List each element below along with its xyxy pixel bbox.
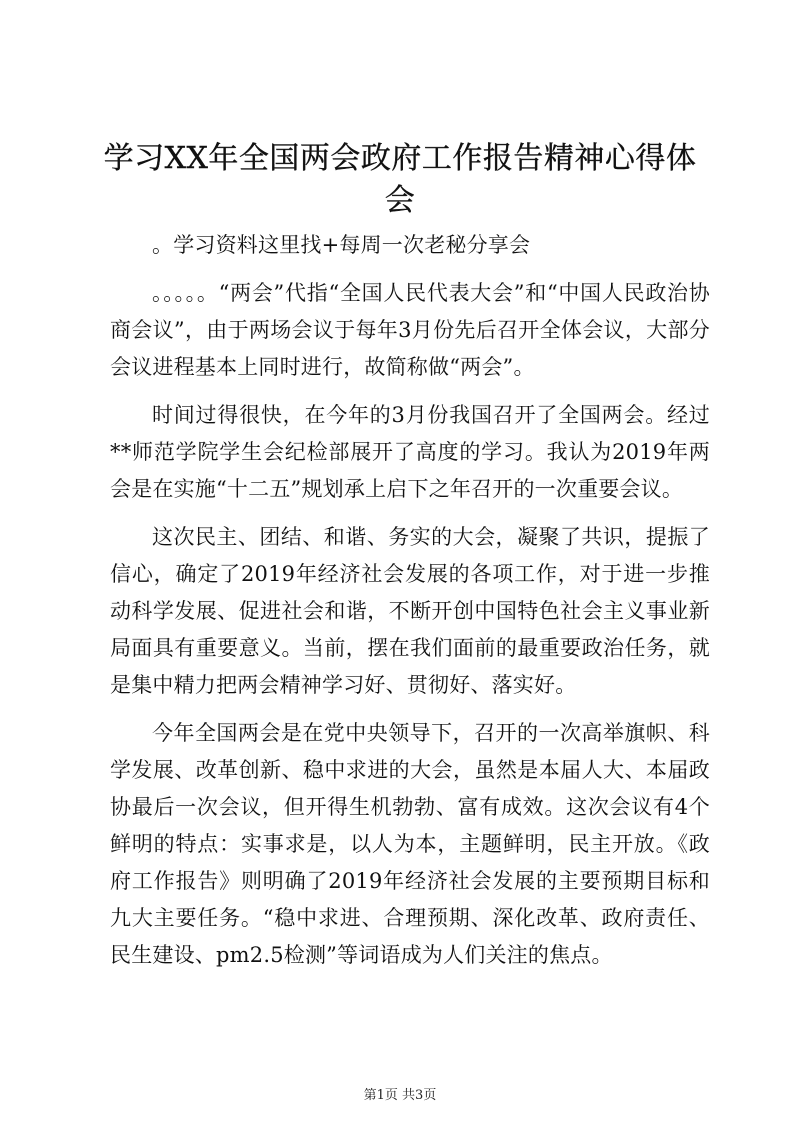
paragraph-features: 今年全国两会是在党中央领导下，召开的一次高举旗帜、科学发展、改革创新、稳中求进的大会，虽然是本届人大、本届政协最后一次会议，但开得生机勃勃、富有成效。这次会议有4个鲜明的特点：实事求是，以人为本，主题鲜明，民主开放。《政府工作报告》则明确了2019年经济社会发展的主要预期目标和九大主要任务。“稳中求进、合理预期、深化改革、政府责任、民生建设、pm2.5检测”等词语成为人们关注的焦点。 [110,721,710,967]
paragraph-intro: 。学习资料这里找+每周一次老秘分享会 [152,233,531,257]
paragraph-two-sessions-definition: 。。。。。“两会”代指“全国人民代表大会”和“中国人民政治协商会议”，由于两场会议于每年3月份先后召开全体会议，大部分会议进程基本上同时进行，故简称做“两会”。 [110,281,710,379]
document-body [110,227,710,974]
document-title: 学习XX年全国两会政府工作报告精神心得体会 [103,141,697,218]
paragraph-study-overview: 时间过得很快，在今年的3月份我国召开了全国两会。经过**师范学院学生会纪检部展开了高度的学习。我认为2019年两会是在实施“十二五”规划承上启下之年召开的一次重要会议。 [110,403,710,501]
page-footer: 第1页 共3页 [363,1088,437,1103]
paragraph-significance: 这次民主、团结、和谐、务实的大会，凝聚了共识，提振了信心，确定了2019年经济社会发展的各项工作，对于进一步推动科学发展、促进社会和谐，不断开创中国特色社会主义事业新局面具有重要意义。当前，摆在我们面前的最重要政治任务，就是集中精力把两会精神学习好、贯彻好、落实好。 [110,525,710,697]
